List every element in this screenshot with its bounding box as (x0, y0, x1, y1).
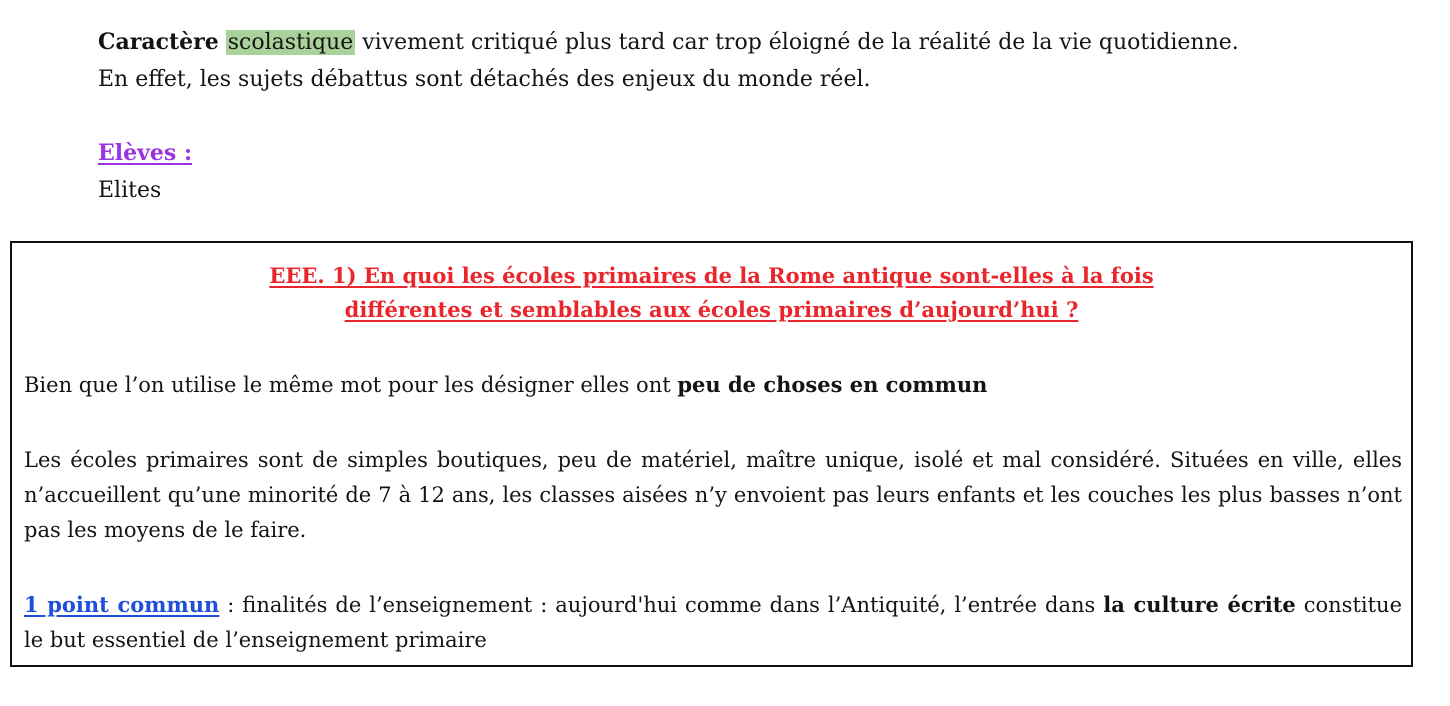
students-heading: Elèves : (98, 140, 193, 166)
students-value: Elites (98, 178, 162, 203)
paragraph-primary-schools: Les écoles primaires sont de simples boutiques, peu de matériel, maître unique, isolé et mal considéré. Situées en ville, elles n’accueillent qu’une minorité de 7 à 12 ans, les classes aisées n’y envoient pas leurs enfants et les couches les plus basses n’ont pas les moyens de le faire. (24, 448, 1402, 542)
students-section (98, 135, 192, 209)
intro-line-1-rest: vivement critiqué plus tard car trop éloigné de la réalité de la vie quotidienne. (355, 30, 1239, 55)
highlighted-word: scolastique (227, 30, 354, 55)
intro-bold-word: Caractère (98, 29, 219, 55)
paragraph-common-point (24, 587, 1402, 658)
intro-block (98, 24, 1418, 98)
intro-line-2: En effet, les sujets débattus sont détachés des enjeux du monde réel. (98, 67, 871, 92)
common-point-link[interactable]: 1 point commun (24, 592, 220, 617)
paragraph-3-text: : finalités de l’enseignement : aujourd'hui comme dans l’Antiquité, l’entrée dans (219, 593, 1104, 617)
paragraph-3-bold: la culture écrite (1103, 592, 1296, 617)
paragraph-common-word (24, 367, 1402, 403)
paragraph-1-bold: peu de choses en commun (677, 372, 988, 397)
paragraph-1-text: Bien que l’on utilise le même mot pour les désigner elles ont (24, 373, 678, 397)
question-title (12, 259, 1411, 327)
intro-line-1 (98, 24, 1418, 61)
paragraph-3-tail: constitue le but essentiel de l’enseignement primaire (24, 593, 1403, 652)
question-title-line-2: différentes et semblables aux écoles primaires d’aujourd’hui ? (344, 297, 1079, 322)
question-title-line-1: EEE. 1) En quoi les écoles primaires de la Rome antique sont-elles à la fois (269, 263, 1154, 288)
question-box (10, 241, 1413, 667)
